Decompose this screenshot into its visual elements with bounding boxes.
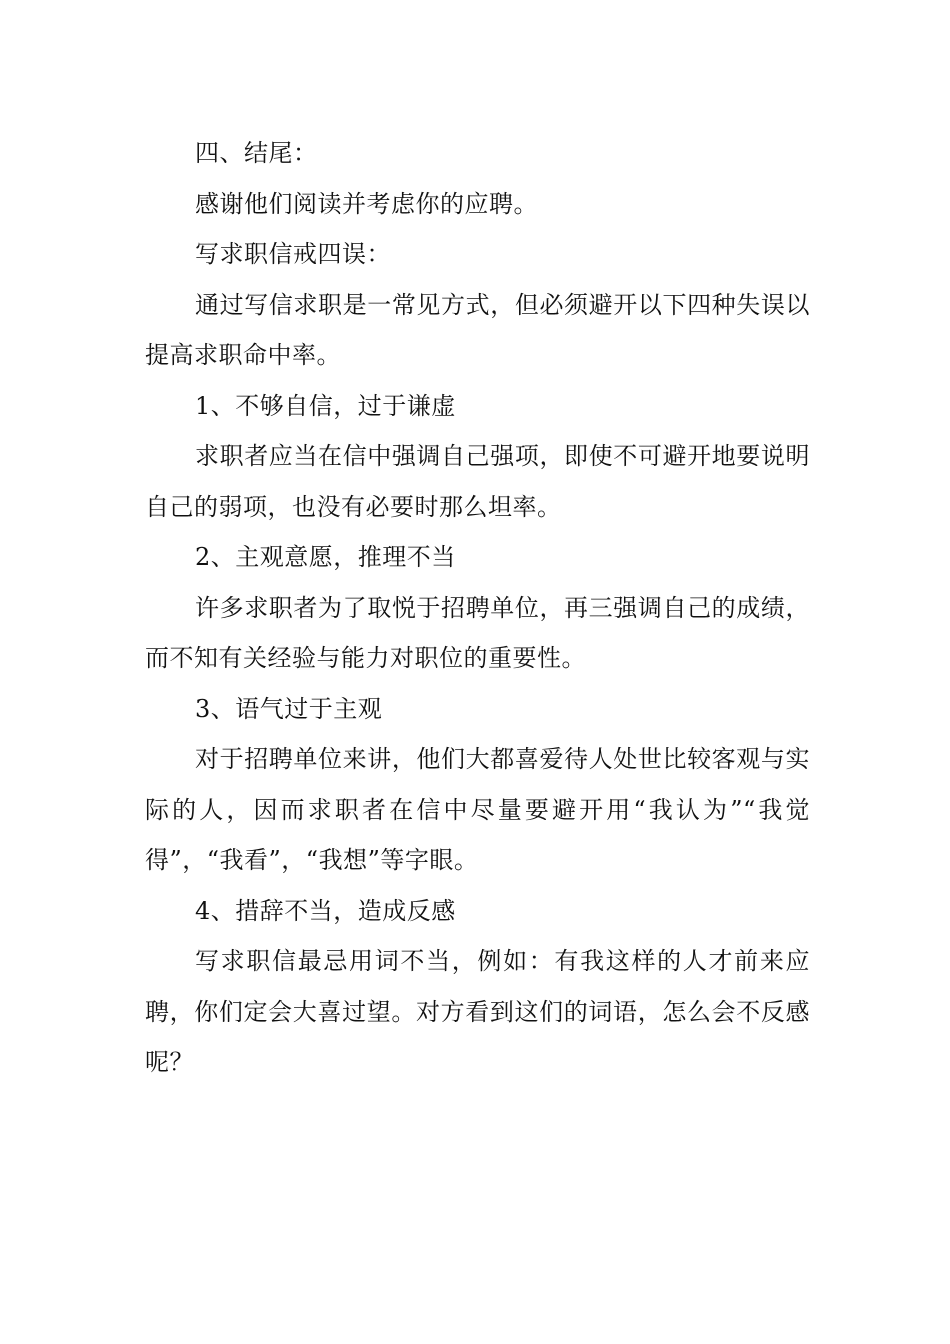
- paragraph-intro: 通过写信求职是一常见方式，但必须避开以下四种失误以提高求职命中率。: [145, 290, 810, 369]
- item-body-2: 许多求职者为了取悦于招聘单位，再三强调自己的成绩，而不知有关经验与能力对职位的重要性。: [145, 593, 810, 672]
- item-body-4: 写求职信最忌用词不当，例如：有我这样的人才前来应聘，你们定会大喜过望。对方看到这们的词语，怎么会不反感呢？: [145, 947, 810, 1076]
- document-body: [145, 128, 810, 1088]
- item-heading-1: 1、不够自信，过于谦虚: [195, 391, 456, 420]
- section-heading-ending: 四、结尾：: [195, 139, 318, 167]
- item-body-1: 求职者应当在信中强调自己强项，即使不可避开地要说明自己的弱项，也没有必要时那么坦率。: [145, 442, 810, 521]
- item-heading-2: 2、主观意愿，推理不当: [195, 543, 456, 571]
- section-heading-four-mistakes: 写求职信戒四误：: [195, 240, 391, 268]
- item-heading-3: 3、语气过于主观: [195, 694, 383, 723]
- paragraph-thanks: 感谢他们阅读并考虑你的应聘。: [195, 189, 538, 218]
- item-heading-4: 4、措辞不当，造成反感: [195, 896, 456, 925]
- item-body-3: 对于招聘单位来讲，他们大都喜爱待人处世比较客观与实际的人，因而求职者在信中尽量要避开用“我认为”“我觉得”，“我看”，“我想”等字眼。: [145, 745, 810, 874]
